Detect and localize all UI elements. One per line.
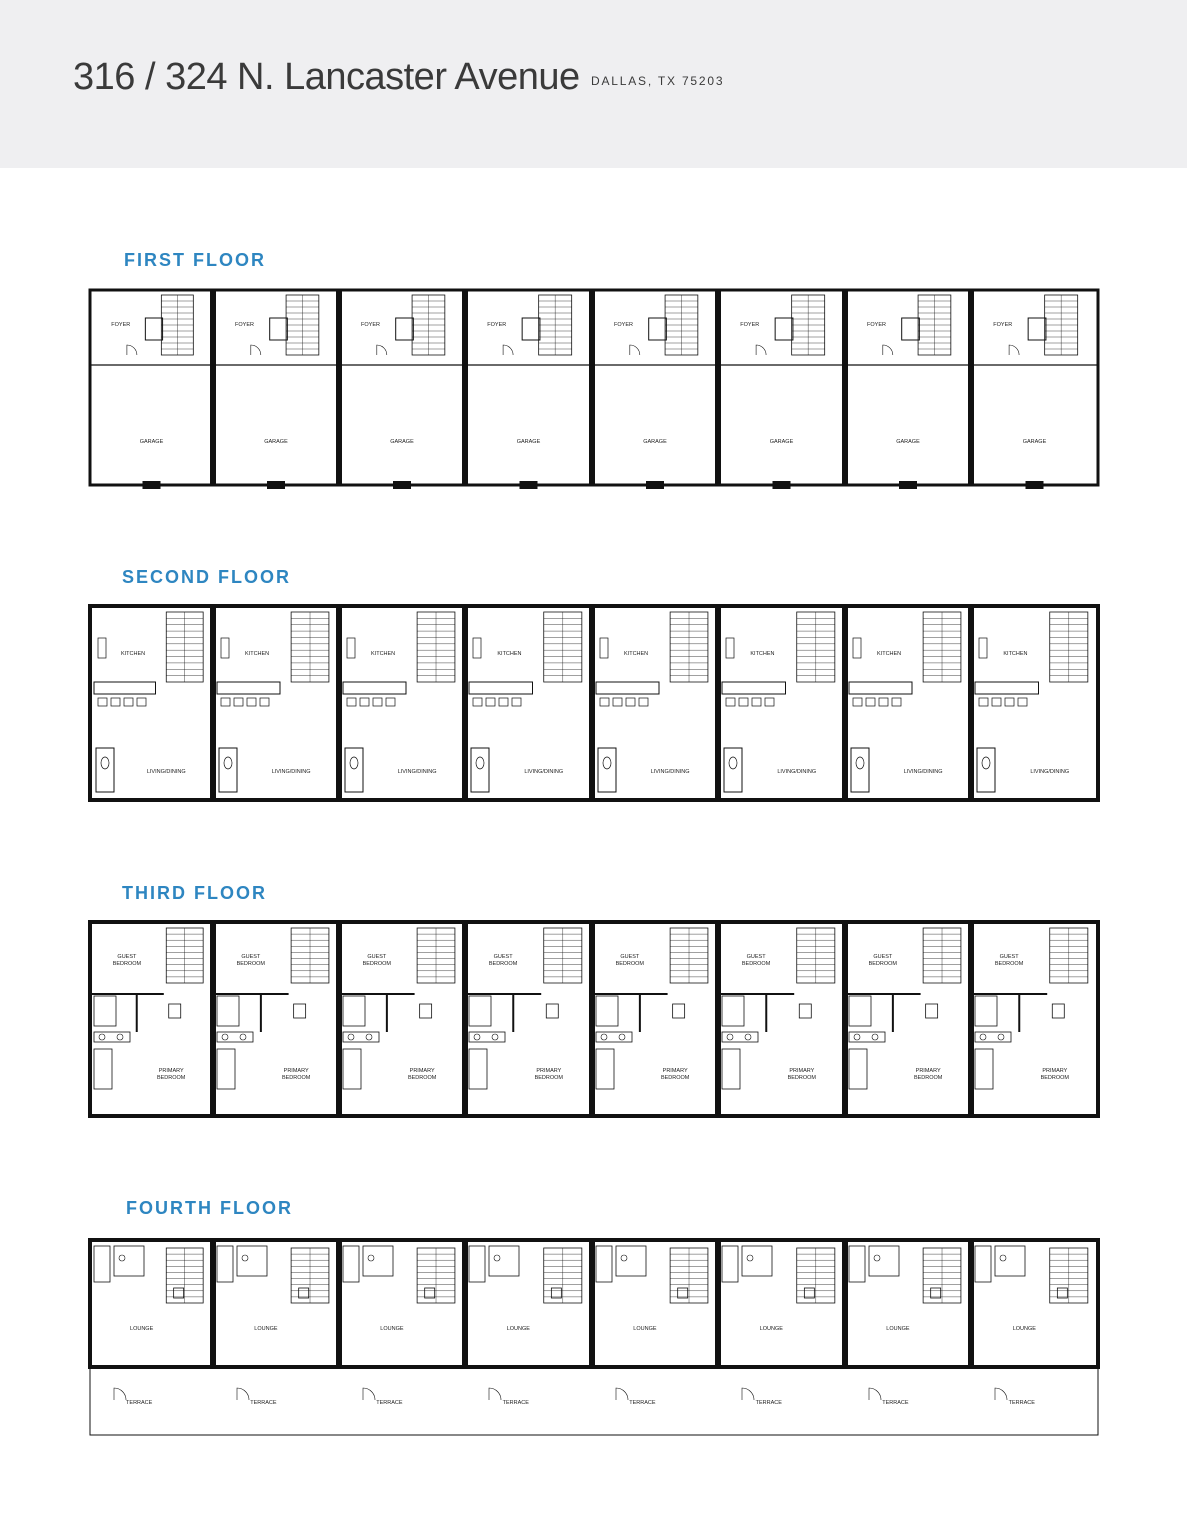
party-wall — [336, 922, 342, 1116]
fireplace — [551, 1288, 561, 1298]
room-label: GARAGE — [1022, 439, 1047, 445]
shower — [469, 1049, 487, 1089]
room-label: LIVING/DINING — [524, 769, 564, 775]
room-label: PRIMARY BEDROOM — [1040, 1068, 1070, 1081]
closet — [294, 1004, 306, 1018]
party-wall — [589, 290, 595, 485]
party-wall — [589, 922, 595, 1116]
closet — [396, 318, 414, 340]
room-label: FOYER — [487, 322, 507, 328]
sink-icon — [874, 1255, 880, 1261]
room-label: GUEST BEDROOM — [868, 954, 898, 967]
bar-stool — [260, 698, 269, 706]
kitchen-island — [469, 682, 533, 694]
room-label: LOUNGE — [254, 1326, 278, 1332]
room-label: LIVING/DINING — [777, 769, 817, 775]
closet — [673, 1004, 685, 1018]
room-label: GUEST BEDROOM — [615, 954, 645, 967]
party-wall — [842, 922, 848, 1116]
toilet-icon — [856, 757, 864, 769]
bathroom — [995, 1246, 1025, 1276]
fireplace — [425, 1288, 435, 1298]
room-label: TERRACE — [502, 1400, 529, 1406]
floor-title-third: THIRD FLOOR — [122, 883, 267, 903]
closet — [926, 1004, 938, 1018]
room-label: TERRACE — [629, 1400, 656, 1406]
sink-icon — [747, 1255, 753, 1261]
room-label: LOUNGE — [633, 1326, 657, 1332]
room-label: KITCHEN — [877, 651, 902, 657]
sink-icon — [492, 1034, 498, 1040]
bar-stool — [234, 698, 243, 706]
bar-stool — [124, 698, 133, 706]
bathroom — [616, 1246, 646, 1276]
room-label: GUEST BEDROOM — [488, 954, 518, 967]
room-label: LIVING/DINING — [1030, 769, 1070, 775]
party-wall — [842, 1240, 848, 1367]
vanity — [596, 1032, 632, 1042]
closet — [775, 318, 793, 340]
room-label: GARAGE — [264, 439, 288, 445]
closet — [270, 318, 288, 340]
bar-stool — [626, 698, 635, 706]
shower — [596, 1049, 614, 1089]
fireplace — [678, 1288, 688, 1298]
closet — [1028, 318, 1046, 340]
party-wall — [462, 1240, 468, 1367]
room-label: LIVING/DINING — [271, 769, 311, 775]
closet — [799, 1004, 811, 1018]
party-wall — [589, 606, 595, 800]
bar-stool — [347, 698, 356, 706]
shower — [975, 1049, 993, 1089]
door-swing — [114, 1388, 126, 1400]
bar-stool — [853, 698, 862, 706]
shower — [217, 1049, 235, 1089]
room-label: PRIMARY BEDROOM — [660, 1068, 690, 1081]
room-label: GARAGE — [643, 439, 667, 445]
bathroom — [489, 1246, 519, 1276]
door-swing — [630, 345, 640, 355]
bathroom — [742, 1246, 772, 1276]
kitchen-island — [94, 682, 156, 694]
fireplace — [174, 1288, 184, 1298]
bathtub — [469, 1246, 485, 1282]
room-label: PRIMARY BEDROOM — [156, 1068, 186, 1081]
bar-stool — [247, 698, 256, 706]
bathtub — [343, 1246, 359, 1282]
closet — [902, 318, 920, 340]
sink-icon — [368, 1255, 374, 1261]
door-swing — [489, 1388, 501, 1400]
door-swing — [127, 345, 137, 355]
shower — [849, 1049, 867, 1089]
door-swing — [742, 1388, 754, 1400]
party-wall — [968, 290, 974, 485]
column — [899, 481, 917, 489]
sink-icon — [619, 1034, 625, 1040]
room-label: GARAGE — [896, 439, 920, 445]
bathtub — [217, 1246, 233, 1282]
room-label: TERRACE — [755, 1400, 782, 1406]
bar-stool — [98, 698, 107, 706]
bathtub — [849, 1246, 865, 1282]
room-label: TERRACE — [1008, 1400, 1035, 1406]
range-icon — [600, 638, 608, 658]
toilet-icon — [101, 757, 109, 769]
bathtub — [94, 996, 116, 1026]
sink-icon — [621, 1255, 627, 1261]
bathroom — [869, 1246, 899, 1276]
sink-icon — [727, 1034, 733, 1040]
bathtub — [975, 996, 997, 1026]
closet — [649, 318, 667, 340]
bar-stool — [499, 698, 508, 706]
vanity — [849, 1032, 885, 1042]
sink-icon — [117, 1034, 123, 1040]
toilet-icon — [224, 757, 232, 769]
bar-stool — [137, 698, 146, 706]
vanity — [469, 1032, 505, 1042]
kitchen-island — [596, 682, 659, 694]
bathroom — [237, 1246, 267, 1276]
column — [773, 481, 791, 489]
vanity — [217, 1032, 253, 1042]
room-label: LIVING/DINING — [146, 769, 186, 775]
party-wall — [715, 606, 721, 800]
sink-icon — [99, 1034, 105, 1040]
room-label: LOUNGE — [130, 1326, 154, 1332]
door-swing — [869, 1388, 881, 1400]
range-icon — [473, 638, 481, 658]
toilet-icon — [729, 757, 737, 769]
powder-room — [724, 748, 742, 792]
party-wall — [210, 922, 216, 1116]
room-label: GUEST BEDROOM — [362, 954, 392, 967]
bathtub — [849, 996, 871, 1026]
room-label: GUEST BEDROOM — [994, 954, 1024, 967]
room-label: TERRACE — [250, 1400, 277, 1406]
door-swing — [995, 1388, 1007, 1400]
sink-icon — [745, 1034, 751, 1040]
powder-room — [598, 748, 616, 792]
room-label: KITCHEN — [371, 651, 396, 657]
sink-icon — [494, 1255, 500, 1261]
room-label: PRIMARY BEDROOM — [534, 1068, 564, 1081]
room-label: GARAGE — [516, 439, 541, 445]
party-wall — [968, 1240, 974, 1367]
kitchen-island — [217, 682, 280, 694]
bar-stool — [386, 698, 395, 706]
fireplace — [299, 1288, 309, 1298]
room-label: GARAGE — [139, 439, 164, 445]
party-wall — [715, 290, 721, 485]
bathtub — [975, 1246, 991, 1282]
door-swing — [616, 1388, 628, 1400]
bar-stool — [473, 698, 482, 706]
bar-stool — [892, 698, 901, 706]
sink-icon — [240, 1034, 246, 1040]
party-wall — [462, 606, 468, 800]
bathtub — [469, 996, 491, 1026]
powder-room — [851, 748, 869, 792]
fireplace — [931, 1288, 941, 1298]
vanity — [975, 1032, 1011, 1042]
sink-icon — [222, 1034, 228, 1040]
sink-icon — [242, 1255, 248, 1261]
second-floor-plan — [0, 598, 1187, 808]
door-swing — [363, 1388, 375, 1400]
bathtub — [94, 1246, 110, 1282]
bathtub — [596, 1246, 612, 1282]
room-label: LOUNGE — [506, 1326, 530, 1332]
fourth-floor-plan — [0, 1230, 1187, 1445]
room-label: LIVING/DINING — [650, 769, 690, 775]
bar-stool — [639, 698, 648, 706]
door-swing — [237, 1388, 249, 1400]
room-label: KITCHEN — [497, 651, 522, 657]
kitchen-island — [975, 682, 1039, 694]
vanity — [722, 1032, 758, 1042]
room-label: FOYER — [614, 322, 633, 328]
room-label: KITCHEN — [624, 651, 649, 657]
toilet-icon — [350, 757, 358, 769]
bar-stool — [613, 698, 622, 706]
room-label: PRIMARY BEDROOM — [787, 1068, 817, 1081]
terrace-outline — [90, 1367, 1098, 1435]
kitchen-island — [849, 682, 912, 694]
room-label: FOYER — [867, 322, 886, 328]
bar-stool — [512, 698, 521, 706]
room-label: LOUNGE — [1012, 1326, 1036, 1332]
room-label: TERRACE — [376, 1400, 403, 1406]
bar-stool — [866, 698, 875, 706]
sink-icon — [1000, 1255, 1006, 1261]
bar-stool — [752, 698, 761, 706]
closet — [522, 318, 540, 340]
room-label: FOYER — [235, 322, 254, 328]
powder-room — [471, 748, 489, 792]
room-label: GARAGE — [769, 439, 794, 445]
bathtub — [722, 1246, 738, 1282]
door-swing — [883, 345, 893, 355]
sink-icon — [348, 1034, 354, 1040]
room-label: FOYER — [993, 322, 1013, 328]
property-city: DALLAS, TX 75203 — [591, 74, 725, 88]
vanity — [94, 1032, 130, 1042]
bar-stool — [600, 698, 609, 706]
bar-stool — [111, 698, 120, 706]
closet — [420, 1004, 432, 1018]
room-label: LOUNGE — [759, 1326, 783, 1332]
vanity — [343, 1032, 379, 1042]
range-icon — [726, 638, 734, 658]
room-label: FOYER — [111, 322, 131, 328]
column — [1026, 481, 1044, 489]
door-swing — [1009, 345, 1019, 355]
page-header — [0, 0, 1187, 168]
column — [520, 481, 538, 489]
sink-icon — [601, 1034, 607, 1040]
shower — [722, 1049, 740, 1089]
powder-room — [977, 748, 995, 792]
bar-stool — [1005, 698, 1014, 706]
room-label: PRIMARY BEDROOM — [913, 1068, 943, 1081]
bar-stool — [360, 698, 369, 706]
room-label: GUEST BEDROOM — [741, 954, 771, 967]
party-wall — [336, 606, 342, 800]
room-label: FOYER — [361, 322, 380, 328]
party-wall — [842, 606, 848, 800]
bar-stool — [992, 698, 1001, 706]
party-wall — [336, 290, 342, 485]
sink-icon — [474, 1034, 480, 1040]
closet — [546, 1004, 558, 1018]
sink-icon — [854, 1034, 860, 1040]
party-wall — [842, 290, 848, 485]
room-label: LIVING/DINING — [397, 769, 437, 775]
bathroom — [363, 1246, 393, 1276]
door-swing — [503, 345, 513, 355]
party-wall — [462, 290, 468, 485]
closet — [145, 318, 162, 340]
bathtub — [217, 996, 239, 1026]
bathtub — [596, 996, 618, 1026]
room-label: KITCHEN — [750, 651, 775, 657]
column — [143, 481, 161, 489]
room-label: LIVING/DINING — [903, 769, 943, 775]
door-swing — [251, 345, 261, 355]
bathtub — [343, 996, 365, 1026]
room-label: GARAGE — [390, 439, 414, 445]
room-label: KITCHEN — [120, 651, 146, 657]
room-label: LOUNGE — [380, 1326, 404, 1332]
party-wall — [968, 606, 974, 800]
room-label: GUEST BEDROOM — [112, 954, 142, 967]
bathroom — [114, 1246, 144, 1276]
bar-stool — [1018, 698, 1027, 706]
bar-stool — [373, 698, 382, 706]
toilet-icon — [603, 757, 611, 769]
bar-stool — [979, 698, 988, 706]
column — [393, 481, 411, 489]
kitchen-island — [722, 682, 786, 694]
party-wall — [715, 1240, 721, 1367]
room-label: PRIMARY BEDROOM — [407, 1068, 437, 1081]
sink-icon — [119, 1255, 125, 1261]
party-wall — [462, 922, 468, 1116]
range-icon — [347, 638, 355, 658]
party-wall — [715, 922, 721, 1116]
party-wall — [589, 1240, 595, 1367]
sink-icon — [980, 1034, 986, 1040]
kitchen-island — [343, 682, 406, 694]
bar-stool — [486, 698, 495, 706]
property-address: 316 / 324 N. Lancaster Avenue — [73, 56, 580, 98]
floor-title-second: SECOND FLOOR — [122, 567, 292, 587]
range-icon — [98, 638, 106, 658]
room-label: TERRACE — [882, 1400, 909, 1406]
range-icon — [979, 638, 987, 658]
sink-icon — [366, 1034, 372, 1040]
room-label: KITCHEN — [245, 651, 270, 657]
range-icon — [853, 638, 861, 658]
range-icon — [221, 638, 229, 658]
sink-icon — [872, 1034, 878, 1040]
closet — [1052, 1004, 1064, 1018]
bar-stool — [739, 698, 748, 706]
door-swing — [377, 345, 387, 355]
bar-stool — [765, 698, 774, 706]
bar-stool — [221, 698, 230, 706]
bathtub — [722, 996, 744, 1026]
fireplace — [1057, 1288, 1067, 1298]
powder-room — [219, 748, 237, 792]
first-floor-plan — [0, 280, 1187, 500]
shower — [94, 1049, 112, 1089]
closet — [169, 1004, 181, 1018]
party-wall — [336, 1240, 342, 1367]
room-label: LOUNGE — [886, 1326, 910, 1332]
party-wall — [210, 290, 216, 485]
door-swing — [756, 345, 766, 355]
room-label: KITCHEN — [1003, 651, 1028, 657]
bar-stool — [879, 698, 888, 706]
room-label: TERRACE — [126, 1400, 153, 1406]
party-wall — [968, 922, 974, 1116]
toilet-icon — [982, 757, 990, 769]
sink-icon — [998, 1034, 1004, 1040]
party-wall — [210, 606, 216, 800]
room-label: GUEST BEDROOM — [236, 954, 266, 967]
party-wall — [210, 1240, 216, 1367]
room-label: PRIMARY BEDROOM — [281, 1068, 311, 1081]
floor-title-first: FIRST FLOOR — [124, 250, 266, 270]
toilet-icon — [476, 757, 484, 769]
powder-room — [345, 748, 363, 792]
column — [646, 481, 664, 489]
fireplace — [804, 1288, 814, 1298]
shower — [343, 1049, 361, 1089]
room-label: FOYER — [740, 322, 760, 328]
bar-stool — [726, 698, 735, 706]
powder-room — [96, 748, 114, 792]
floor-title-fourth: FOURTH FLOOR — [126, 1198, 293, 1218]
column — [267, 481, 285, 489]
third-floor-plan — [0, 914, 1187, 1124]
